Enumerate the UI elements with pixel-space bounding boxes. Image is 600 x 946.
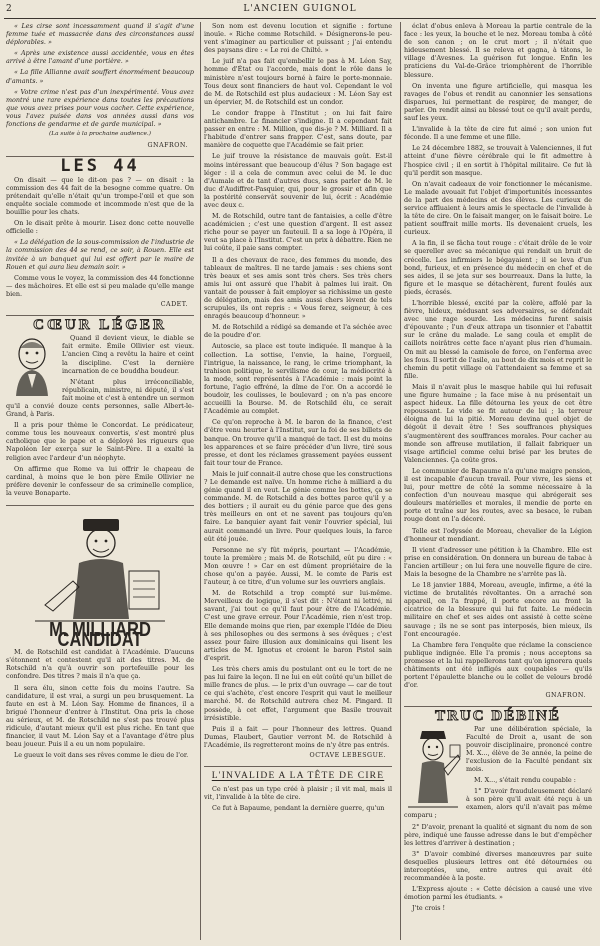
paragraph: Le juif trouve la résistance de mauvais goût. Est-il moins intéressant que beaucoup d'élus ? Son bagage est léger : il a cela de commun avec celui de M. le duc d'Aumale et de tant d'autres ducs, sans parler de M. le duc d'Audiffret-Pasquier, qui, pour le grossir et afin que la postérité conservât souvenir de lui, écrit : Académie avec deux c. [204, 152, 392, 209]
column-rule [200, 22, 201, 940]
paragraph: Il a des chevaux de race, des femmes du monde, des tableaux de maîtres. Il ne tarde jamais : ses chiens sont très beaux et ses amis sont très chers. Ses très chers amis lui ont assuré que l'habit à palmes lui irait. On vantait de pousser à fait employer sa richissime un geste de délégation, mais des amis aussi chers lèvent de tels scrupules, ils ont repris : « Vous ferez, seigneur, à ces enragés beaucoup d'honneur. » [204, 255, 392, 321]
paragraph: M. de Rotschild, outre tant de fantaisies, a celle d'être académicien ; c'est une question d'argent. Il est assez riche pour se payer un fauteuil. Il a sa loge à l'Opéra, il veut sa place à l'Institut. C'est un prix à débattre. Rien ne lui coûte, il paie sans compter. [204, 212, 392, 253]
paragraph: 1° D'avoir frauduleusement déclaré à son père qu'il avait été reçu à un examen, alors qu'il n'avait pas même comparu ; [404, 787, 592, 820]
signature: CADET. [160, 301, 188, 309]
paragraph: On n'avait cadeaux de voir fonctionner le mécanisme. Le malade avouait fut l'objet d'importunités incessantes de la part des médecins et des élèves. Les curieux de service affluaient à leurs amis le spectacle de l'invalide à la tête de cire. On le faisait manger, on le faisait boire. Le patient souffrait mille morts. Ils devenaient cruels, les curieux. [404, 179, 592, 237]
column-3 [404, 22, 592, 940]
paragraph: Quand il devient vieux, le diable se fait ermite. Émile Ollivier est vieux. L'ancien Cinq a revêtu la haire et ceint la discipline. C'est la dernière incarnation de ce bouddha boudeur. [62, 334, 194, 375]
header-rule [4, 18, 596, 19]
paragraph: Les très chers amis du postulant ont eu le tort de ne pas lui faire la leçon. Il ne lui en eût coûté qu'un billet de mille francs de plus. — le prix d'un ouvrage — car de tout ce qui s'achète, c'est encore l'esprit qui vaut le meilleur marché. M. de Rotschild autrera chez M. Pingard. Il possède, à cet effet, l'argument que Basile trouvait irrésistible. [204, 665, 392, 722]
paragraph: La Chambre fera l'enquête que réclame la conscience publique indignée. Elle l'a promis ; nous acceptons sa promesse et la lui rappellerons tant qu'on ignorera quels châtiments ont été infligés aux coupables — qu'ils portent l'épaulette blanche ou le collet de velours brodé d'or. [404, 640, 592, 690]
continuation-note: (La suite à la prochaine audience.) [49, 131, 151, 138]
section-divider [6, 505, 194, 506]
signature: OCTAVE LEBESGUE. [309, 751, 386, 759]
paragraph: Le 18 janvier 1884, Moreau, aveugle, infirme, a été la victime de brutalités révoltantes. On a arraché son appareil, on l'a frappé, il porte encore au front la cicatrice de la blessure qui lui fut faite. Le médecin militaire en chef et ses aides ont assisté à cette scène sauvage ; ils ne se sont pas interposés, bien mieux, ils l'ont encouragée. [404, 581, 592, 638]
column-rule [400, 22, 401, 940]
column-1 [6, 22, 194, 940]
paragraph: Le communier de Bapaume n'a qu'une maigre pension, il est incapable d'aucun travail. Pour vivre, les siens et lui, pour mettre de côté la somme nécessaire à la confection d'un nouveau masque qui abrégerait ses douleurs matérielles et morales, il mendie de porte en porte et traîne sur les routes, avec sa besace, le ruban rouge dont on l'a décoré. [404, 466, 592, 524]
paragraph: 2° D'avoir, prenant la qualité et signant du nom de son père, indiqué une fausse adresse dans le but d'empêcher les lettres d'arriver à destination ; [404, 822, 592, 847]
paragraph: A la fin, il se fâcha tout rouge : c'était drôle de le voir se quereller avec sa mécanique qui rendait un bruit de crécelle. Les infirmiers le bégayaient ; il se leva d'un bond, furieux, et en présence du médecin en chef et de ses aides, il se jeta sur ses bourreaux. Dans la lutte, la figure et le masque se détachèrent, furent foulés aux pieds, écrasés. [404, 239, 592, 296]
paragraph: Le gueux le voit dans ses rêves comme le dieu de l'or. [14, 751, 189, 760]
paragraph: M. de Rotschild a trop compté sur lui-même. Merveilleux de logique, il s'est dit : N'étant ni lettré, ni savant, j'ai tout ce qu'il faut pour être de l'Académie. C'est une grave erreur. Pour l'Académie, rien n'est trop. Elle demande moins que rien, par exemple l'Idée de Dieu à ses philosophes ou des sermons à ses évêques ; c'est assez pour faire illusion aux dominicains qui lisent les articles de M. Ignotus et croient le baron Pistol sain d'esprit. [204, 589, 392, 662]
paragraph: Il vient d'adresser une pétition à la Chambre. Elle est prise en considération. On donnera un bureau de tabac à l'ancien artilleur ; on lui fera une nouvelle figure de cire. Mais la besogne de la Chambre ne s'arrête pas là. [404, 545, 592, 578]
headline-coeur-leger: CŒUR LÉGER [33, 317, 167, 334]
paragraph: Ce fut à Bapaume, pendant la dernière guerre, qu'un [212, 804, 385, 813]
caricature-illustration [6, 334, 58, 398]
headline-invalide: L'INVALIDE A LA TÊTE DE CIRE [211, 771, 385, 782]
paragraph: éclat d'obus enleva à Moreau la partie centrale de la face : les yeux, la bouche et le nez. Moreau tomba à côté de son canon ; on le crut mort ; il n'était que hideusement blessé. Il se releva et gagna, à tâtons, le village d'Avesnes. La guérison fut longue. Enfin les praticiens du Val-de-Grâce triomphèrent de l'horrible blessure. [404, 22, 592, 79]
signature: GNAFRON. [545, 692, 586, 700]
section-divider [204, 766, 392, 767]
paragraph: L'horrible blessé, excité par la colère, affolé par la fièvre, hideux, médusant ses adversaires, se défendait avec une rage sourde. Les médecins furent saisis d'épouvante ; l'un d'eux attrapa un tisonnier et l'abattit sur le crâne du malade. Le sang coula et emplit de caillots noirâtres cette face n'ayant plus rien d'humain. On mit au blessé la camisole de force, on l'enferma avec les fous. Il sortit de l'asile, au bout de dix mois et reprit le chemin du petit village où l'attendaient sa femme et sa fille. [404, 299, 592, 380]
paragraph: M. de Rotschild a rédigé sa demande et l'a séchée avec de la poudre d'or. [204, 323, 392, 340]
paragraph: L'invalide à la tête de cire fut aimé ; son union fut féconde. Il a une femme et une fille. [404, 125, 592, 142]
running-head [0, 4, 600, 18]
paragraph: Le juif n'a pas fait qu'embellir le pas à M. Léon Say, homme d'État ou l'accorde, mais dont le rôle dans le ministère n'est toujours borné à faire le porte-monnaie. Tous deux sont financiers de haut vol. Cependant le vol de M. de Rotschild est plus audacieux : M. Léon Say est un épervier, M. de Rotschild est un condor. [204, 57, 392, 106]
paragraph: Le 24 décembre 1882, se trouvait à Valenciennes, il fut atteint d'une fièvre cérébrale qui le fit admettre à l'hospice civil ; il en sortit à l'hôpital militaire. Ce fut là qu'il perdit son masque. [404, 144, 592, 177]
headline-milliard-candidat: M. MILLIARD CANDIDAT [49, 618, 151, 652]
paragraph: On le disait prête à mourir. Lisez donc cette nouvelle officielle : [6, 219, 194, 236]
paragraph: Son nom est devenu locution et signifie : fortune inouïe. « Riche comme Rotschild. » Désignerons-le peu-vent s'imaginer au particulier et puissant ; j'ai entendu des paysans dire : « Le roi de Chilté. » [204, 22, 392, 55]
paragraph: « Votre crime n'est pas d'un inexpérimenté. Vous avez montré une rare expérience dans toutes les précautions que vous avez prises pour vous cacher. Cette expérience, vous l'avez puisée dans vos années aussi dans vos fonctions de gendarme et de garde municipal. » [6, 87, 194, 129]
paragraph: Comme vous le voyez, la commission des 44 fonctionne — des mâchoires. Et elle est si peu malade qu'elle mange bien. [6, 273, 194, 298]
paragraph: Mais le juif connait-il autre chose que les constructions ? Le demande est naïve. Un homme riche à milliard a du génie quand il en veut. Le génie comme les bottes, ça se commande. M. de Rotschild a des bottes parce qu'il y a des bottiers ; il aurait eu du génie parce que des gens très meilleurs en ont et ne savent pas toujours qu'en faire. Le banquier ayant fait venir l'ouvrier spécial, lui aurait commandé un livre. Pour quelques louis, la farce eût été jouée. [204, 469, 392, 543]
paragraph: Personne ne s'y fût mépris, pourtant — l'Académie, toute la première ; mais M. de Rotschild, eût pu dire : « Mon œuvre ! » Car en est dûment propriétaire de la chose qu'on a payée. Aussi, M. le comte de Paris est l'auteur, à ce titre, d'un volume sur les ouvriers anglais. [204, 545, 392, 587]
page-number: 2 [6, 4, 13, 14]
paragraph: « La délégation de la sous-commission de l'industrie de la commission des 44 se rend, ce soir, à Rouen. Elle est invitée à un banquet qui lui est offert par le maire de Rouen et qui aura lieu demain soir. » [6, 238, 194, 271]
headline-truc-debine: TRUC DÉBINÉ [435, 708, 561, 725]
paragraph: On affirme que Rome va lui offrir le chapeau de cardinal, à moins que le bon père Émile Ollivier ne préfère devenir le confesseur de sa criminelle complice, la veuve Bonaparte. [6, 464, 194, 497]
paragraph: Par une délibération spéciale, la Faculté de Droit a, usant de son pouvoir disciplinaire, prononcé contre M. X..., élève de 3e année, la peine de l'exclusion de la Faculté pendant six mois. [466, 724, 592, 773]
paragraph: Ce qu'on reproche à M. le baron de la finance, c'est d'être venu heurter à l'Institut, sur la foi de ses billets de banque. On trouve qu'il a manqué de tact. Il est du moins les apparences et se faire précéder d'un livre, tiré sous presse, et dont les réclames grassement payées eussent fait tour tour de France. [204, 418, 392, 467]
signature: GNAFRON. [147, 141, 188, 149]
paragraph: Puis il a fait — pour l'honneur des lettres. Quand Dumas, Flaubert, Gautier verront M. de Rotschild à l'Académie, ils regretteront moins de n'y être pas entrés. [204, 724, 392, 749]
paragraph: On inventa une figure artificielle, qui masqua les ravages de l'obus et rendit au canonnier les sensations disparues, lui permettant de respirer, de manger, de parler. On rendit ainsi au blessé tout ce qu'il avait perdu, sauf les yeux. [404, 81, 592, 123]
paragraph: Telle est l'odyssée de Moreau, chevalier de la Légion d'honneur et mendiant. [404, 526, 592, 543]
paragraph: J'te crois ! [412, 904, 446, 913]
paragraph: « Les cirse sont incessamment quand il s'agit d'une femme tuée et massacrée dans des circonstances aussi déplorables. » [6, 22, 194, 47]
candidate-illustration [25, 511, 175, 623]
paragraph: M. de Rotschild est candidat à l'Académie. D'aucuns s'étonnent et contestent qu'il ait des titres. M. de Rotschild n'a qu'à ouvrir son portefeuille pour les confondre. Des titres ? mais il n'a que ça. [6, 648, 194, 681]
paragraph: N'étant plus irréconciliable, républicain, ministre, ni député, il s'est fait moine et c'est à entendre un sermon qu'il a convié douze cents personnes, salle Albert-le-Grand, à Paris. [6, 377, 194, 419]
newspaper-title: L'ANCIEN GUIGNOL [243, 4, 357, 14]
paragraph: Le condor frappe à l'Institut ; on lui fait faire antichambre. Le financier s'indigne. Il a cependant fait passer en entre : M. Million, que dis-je ? M. Milliard. Il a l'habitude d'entrer sans frapper. C'est, sans doute, par manière de coquette que l'Académie se fait prier. [204, 108, 392, 150]
column-2 [204, 22, 392, 940]
paragraph: On disait — que le dit-on pas ? — on disait : la commission des 44 fait de la besogne comme quatre. On prétendait qu'elle n'était qu'un trompe-l'œil et que son enquête sociale commode et incommode n'est que de la bouillie pour les chats. [6, 175, 194, 217]
paragraph: L'Express ajoute : « Cette décision a causé une vive émotion parmi les étudiants. » [404, 885, 592, 902]
student-illustration [404, 725, 462, 809]
paragraph: M. X..., s'était rendu coupable : [474, 776, 576, 785]
paragraph: Mais il n'avait plus le masque habile qui lui refusait une figure humaine ; la face mise à nu présentait un aspect hideux. La fille détourna les yeux de cet être repoussant. Le vide se fit autour de lui ; la terreur éloigna de lui la pitié. Moreau devina quel objet de dégoût il devait être ! Ses souffrances physiques s'augmentèrent des souffrances morales. Pour cacher au monde son affreuse mutilation, il fallait fabriquer un visage artificiel comme celui brisé par les brutes de Valenciennes. Ça coûte gros. [404, 382, 592, 464]
headline-les-44: LES 44 [60, 155, 140, 176]
paragraph: « La fille Allianne avait souffert énormément beaucoup d'amants. » [6, 68, 194, 85]
section-divider [6, 315, 194, 316]
paragraph: Il sera élu, sinon cette fois du moins l'autre. Sa candidature, il est vrai, a surgi un peu brusquement. La faute en est à M. Léon Say. Homme de finances, il a brigué l'honneur d'entrer à l'Institut. Ona pris la chose au sérieux, et M. de Rotschild ne s'est pas trouvé plus ridicule, d'autant mieux qu'il est plus riche. En tant que financier, il vaut M. Léon Say et a l'avantage d'être plus beau joueur. Puis il a eu un nom populaire. [6, 683, 194, 749]
paragraph: Autoscie, sa place est toute indiquée. Il manque à la collection. La sottise, l'envie, la haine, l'orgueil, l'intrigue, la naissance, le rang, le crime triomphant, la trahison politique, le servilisme de cour, la médiocrité à la mode, sont représentés à l'Académie : mais point la fortune, l'agio effréné, la dîme de l'or. On a accordé le boudoir, les coulisses, le boulevard ; on n'a pas encore accueilli la Bourse. M. de Rotschild élu, ce serait l'Académie au complet. [204, 342, 392, 416]
paragraph: 3° D'avoir combiné diverses manœuvres par suite desquelles plusieurs lettres ont été détournées ou interceptées, une, entre autres qui avait été recommandée à la poste. [404, 849, 592, 883]
paragraph: Ce n'est pas un type créé à plaisir ; il vit mal, mais il vit, l'invalide à la tête de cire. [204, 785, 392, 802]
paragraph: « Après une existence aussi accidentée, vous en êtes arrivé à être l'amant d'une portière. » [6, 49, 194, 66]
paragraph: Il a pris pour thème le Concordat. Le prédicateur, comme tous les nouveaux convertis, s'est montré plus catholique que le pape et a déployé les rigueurs que Napoléon Ier exerça sur le Saint-Père. Il a exalté la religion avec l'ardeur d'un néophyte. [6, 421, 194, 462]
